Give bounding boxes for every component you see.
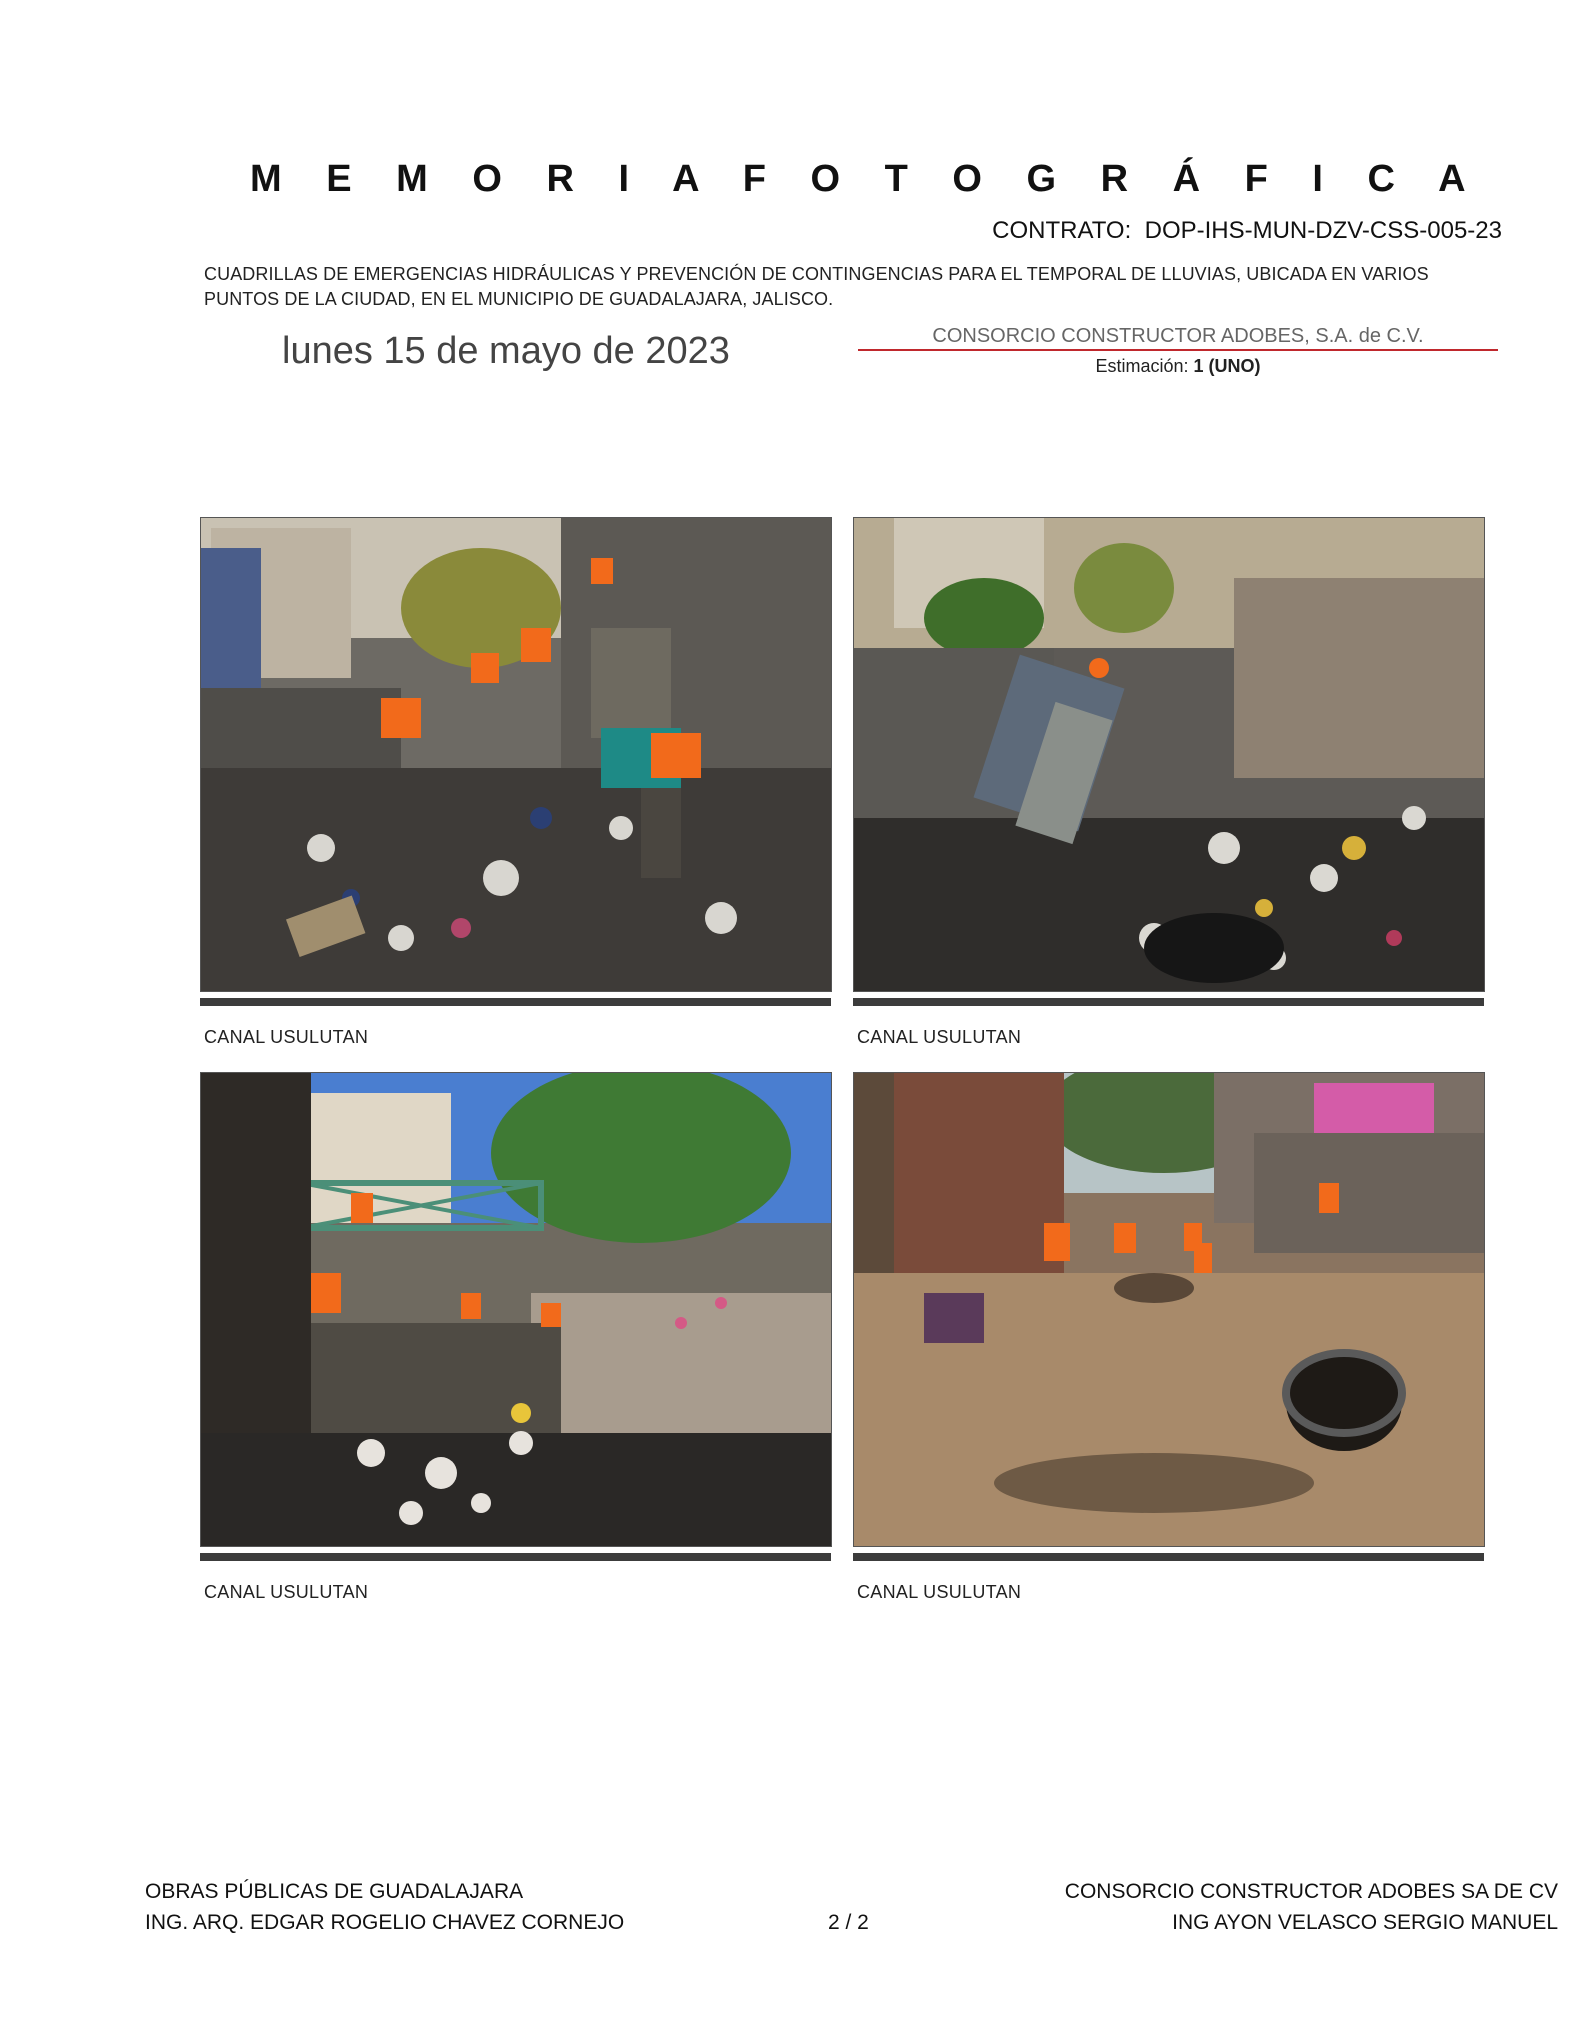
page-title: M E M O R I A F O T O G R Á F I C A: [250, 158, 1468, 200]
photo-4-bar: [853, 1553, 1484, 1561]
photo-4-image: [854, 1073, 1484, 1546]
footer-left-line1: OBRAS PÚBLICAS DE GUADALAJARA: [145, 1880, 524, 1903]
project-description: CUADRILLAS DE EMERGENCIAS HIDRÁULICAS Y PREVENCIÓN DE CONTINGENCIAS PARA EL TEMPORAL DE LLUVIAS, UBICADA EN VARIOS PUNTOS DE LA CIUDAD, EN EL MUNICIPIO DE GUADALAJARA, JALISCO.: [204, 264, 1429, 309]
contract-value: DOP-IHS-MUN-DZV-CSS-005-23: [1144, 217, 1502, 244]
photo-1-image: [201, 518, 831, 991]
footer-right: [1065, 1876, 1558, 1938]
photo-1-caption: CANAL USULUTAN: [204, 1027, 369, 1047]
footer-left: [145, 1876, 624, 1938]
estimate-line: [858, 356, 1498, 377]
photo-2: [853, 517, 1485, 992]
report-date: lunes 15 de mayo de 2023: [282, 330, 730, 372]
photo-1-bar: [200, 998, 831, 1006]
photo-3-image: [201, 1073, 831, 1546]
contract-label: CONTRATO:: [992, 217, 1132, 244]
photo-1: [200, 517, 832, 992]
photo-3: [200, 1072, 832, 1547]
red-divider: [858, 349, 1498, 351]
contractor-name: CONSORCIO CONSTRUCTOR ADOBES, S.A. de C.V.: [932, 325, 1424, 347]
contract-number: [992, 217, 1502, 245]
page-number: 2 / 2: [828, 1911, 869, 1934]
photo-4-caption: CANAL USULUTAN: [857, 1582, 1022, 1602]
estimate-value: 1 (UNO): [1193, 356, 1261, 376]
photo-3-bar: [200, 1553, 831, 1561]
photo-2-bar: [853, 998, 1484, 1006]
photo-2-image: [854, 518, 1484, 991]
footer-right-line2: ING AYON VELASCO SERGIO MANUEL: [1172, 1911, 1558, 1934]
photo-2-caption: CANAL USULUTAN: [857, 1027, 1022, 1047]
footer-right-line1: CONSORCIO CONSTRUCTOR ADOBES SA DE CV: [1064, 1880, 1558, 1903]
estimate-label: Estimación:: [1095, 356, 1189, 376]
photo-3-caption: CANAL USULUTAN: [204, 1582, 369, 1602]
footer-left-line2: ING. ARQ. EDGAR ROGELIO CHAVEZ CORNEJO: [145, 1911, 625, 1934]
photo-4: [853, 1072, 1485, 1547]
